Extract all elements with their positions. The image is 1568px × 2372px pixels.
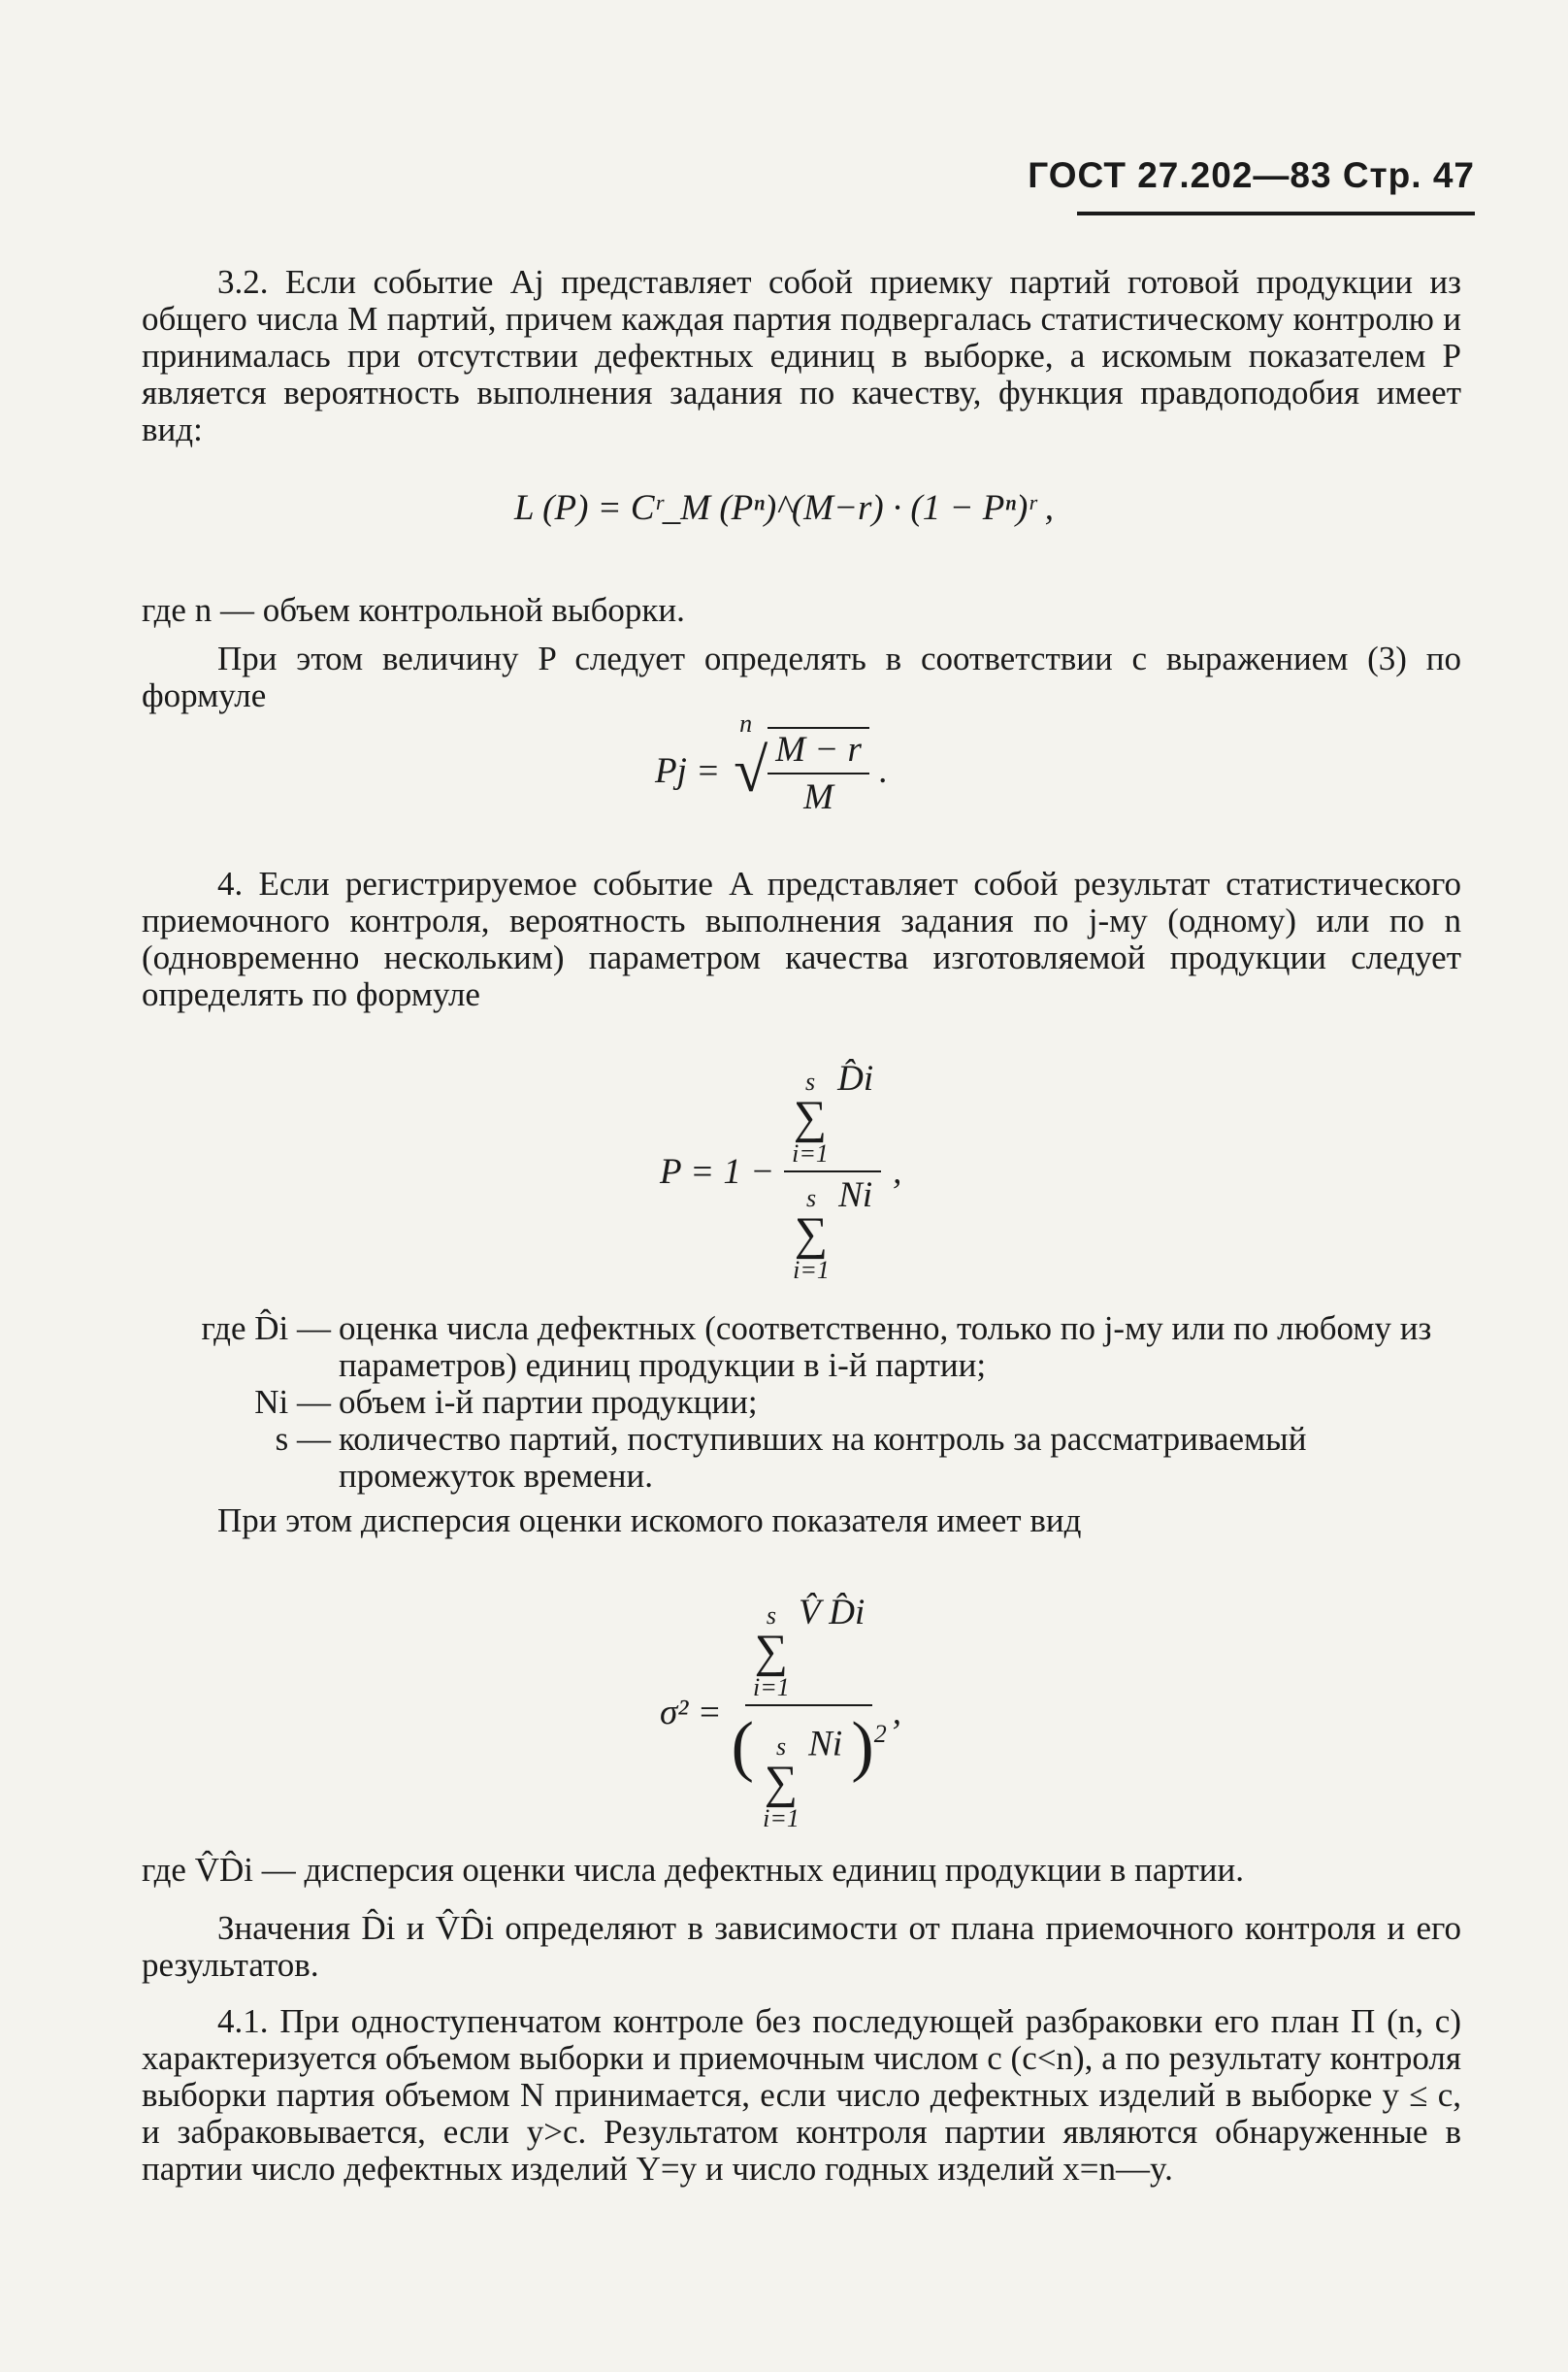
sum-denominator [793, 1184, 830, 1285]
sum-numerator [753, 1601, 790, 1702]
numerator-term: V̂ D̂i [799, 1593, 866, 1632]
sum-denominator [763, 1732, 800, 1833]
root-numerator: M − r [768, 729, 869, 774]
para-dispersion-text: При этом дисперсия оценки искомого показателя имеет вид [217, 1501, 1082, 1539]
root-sign [734, 709, 869, 818]
section-4-1 [142, 2003, 1461, 2188]
sum-upper-limit: s [766, 1601, 776, 1630]
definitions-list [142, 1310, 1461, 1495]
formula-sigma-tail: , [892, 1693, 901, 1733]
sum-numerator [792, 1068, 829, 1169]
root-denominator: M [803, 777, 833, 817]
page-header: ГОСТ 27.202—83 Стр. 47 [1028, 155, 1475, 195]
definition-row [142, 1421, 1461, 1495]
radical-icon: √ [734, 736, 768, 805]
denominator-power: 2 [873, 1720, 887, 1749]
where-n-text: где n — объем контрольной выборки. [142, 591, 685, 629]
definition-desc: количество партий, поступивших на контроль за рассматриваемый промежуток времени. [339, 1420, 1307, 1495]
sum-lower-limit: i=1 [793, 1256, 830, 1284]
para-p-text: При этом величину P следует определять в соответствии с выражением (3) по формуле [142, 640, 1461, 714]
formula-sigma-denominator [732, 1706, 887, 1833]
denominator-term: Ni [808, 1724, 843, 1764]
right-paren-icon: ) [851, 1709, 874, 1784]
formula-p [660, 1058, 901, 1285]
formula-p-tail: , [893, 1151, 902, 1192]
formula-sigma-fraction [732, 1592, 887, 1833]
definition-term: где D̂i — [201, 1309, 331, 1347]
para-dispersion [142, 1502, 1461, 1539]
sum-upper-limit: s [804, 1068, 816, 1096]
root-fraction [768, 727, 869, 818]
where-vd [142, 1852, 1461, 1889]
formula-p-fraction [784, 1058, 881, 1285]
definition-row [142, 1384, 1461, 1421]
formula-pj-lhs: Pj = [655, 750, 721, 791]
formula-sigma [660, 1592, 901, 1833]
sigma-icon: ∑ [793, 1092, 828, 1143]
definition-term: s — [275, 1420, 331, 1458]
where-n [142, 592, 1461, 629]
where-vd-text: где V̂D̂i — дисперсия оценки числа дефектных единиц продукции в партии. [142, 1851, 1244, 1889]
definition-row [142, 1310, 1461, 1384]
sigma-icon: ∑ [764, 1757, 799, 1809]
sigma-icon: ∑ [794, 1208, 829, 1260]
formula-p-denominator [793, 1172, 872, 1285]
formula-p-lhs: P = 1 − [660, 1151, 775, 1192]
sum-upper-limit: s [805, 1184, 817, 1212]
para-values [142, 1910, 1461, 1984]
formula-sigma-numerator [745, 1592, 872, 1706]
para-p [142, 641, 1461, 714]
section-4-1-text: 4.1. При одноступенчатом контроле без последующей разбраковки его план П (n, c) характеризуется объемом выборки и приемочным числом c (c<n), а по результату контроля выборки партия объемом N принимается, если число дефектных изделий в выборке y ≤ c, и забраковывается, если y>c. Результатом контроля партии являются обнаруженные в партии число дефектных изделий Y=y и число годных изделий x=n—y. [142, 2002, 1461, 2188]
formula-sigma-lhs: σ² = [660, 1693, 722, 1733]
denominator-term: Ni [838, 1175, 873, 1215]
sum-lower-limit: i=1 [763, 1804, 800, 1833]
sum-lower-limit: i=1 [792, 1139, 829, 1168]
numerator-term: D̂i [837, 1059, 874, 1099]
section-4 [142, 866, 1461, 1013]
sigma-icon: ∑ [754, 1626, 789, 1677]
formula-likelihood: L (P) = Cʳ_M (Pⁿ)^(M−r) · (1 − Pⁿ)ʳ , [514, 488, 1055, 528]
sum-upper-limit: s [775, 1732, 787, 1762]
left-paren-icon: ( [731, 1709, 754, 1784]
definition-term: Ni — [254, 1383, 331, 1421]
formula-p-numerator [784, 1058, 881, 1172]
header-rule [1077, 212, 1475, 215]
section-4-text: 4. Если регистрируемое событие A представляет собой результат статистического приемочного контроля, вероятность выполнения задания по j-му (одному) или по n (одновременно нескольким) параметром качества изготовляемой продукции следует определять по формуле [142, 865, 1461, 1013]
para-values-text: Значения D̂i и V̂D̂i определяют в зависимости от плана приемочного контроля и его результатов. [142, 1909, 1461, 1984]
formula-pj [655, 709, 889, 818]
section-3-2-text: 3.2. Если событие Aj представляет собой приемку партий готовой продукции из общего числа M партий, причем каждая партия подвергалась статистическому контролю и принималась при отсутствии дефектных единиц в выборке, а искомым показателем P является вероятность выполнения задания по качеству, функция правдоподобия имеет вид: [142, 263, 1461, 448]
definition-desc: объем i-й партии продукции; [339, 1383, 758, 1421]
section-3-2 [142, 264, 1461, 448]
definition-desc: оценка числа дефектных (соответственно, только по j-му или по любому из параметров) единиц продукции в i-й партии; [339, 1309, 1432, 1384]
root-index: n [739, 709, 753, 738]
formula-pj-tail: . [878, 750, 889, 791]
sum-lower-limit: i=1 [753, 1673, 790, 1701]
